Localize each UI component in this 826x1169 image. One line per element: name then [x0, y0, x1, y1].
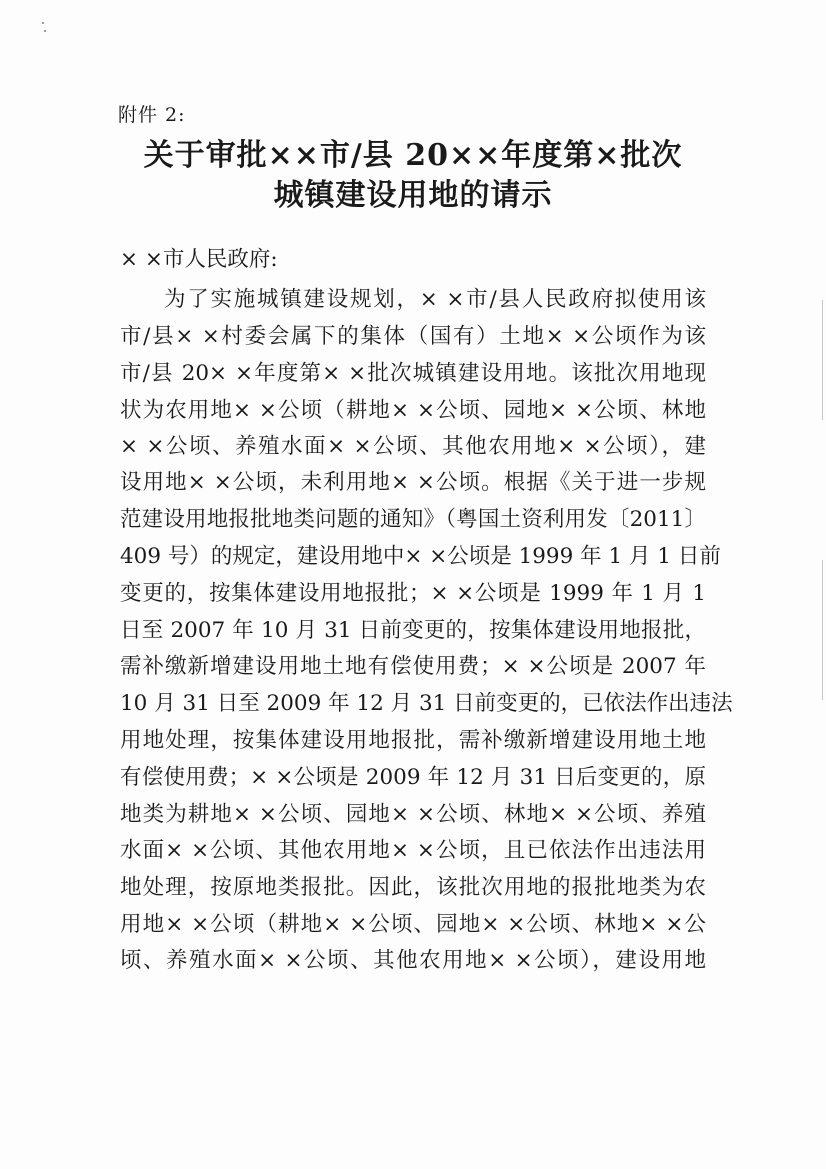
scan-edge-line	[822, 300, 823, 420]
body-line: 用地× ×公顷（耕地× ×公顷、园地× ×公顷、林地× ×公	[120, 912, 706, 937]
title-line-1: 关于审批××市/县 20××年度第×批次	[143, 138, 683, 173]
body-line: 有偿使用费；× ×公顷是 2009 年 12 月 31 日后变更的，原	[120, 765, 706, 790]
body-line: 范建设用地报批地类问题的通知》（粤国土资利用发〔2011〕	[120, 507, 706, 532]
body-line: 需补缴新增建设用地土地有偿使用费；× ×公顷是 2007 年	[120, 654, 706, 679]
body-line: 409 号）的规定，建设用地中× ×公顷是 1999 年 1 月 1 日前	[120, 544, 721, 569]
body-line: 变更的，按集体建设用地报批；× ×公顷是 1999 年 1 月 1	[120, 581, 706, 606]
body-line: 状为农用地× ×公顷（耕地× ×公顷、园地× ×公顷、林地	[120, 398, 706, 423]
body-line: 顷、养殖水面× ×公顷、其他农用地× ×公顷），建设用地	[120, 948, 706, 973]
scan-edge-line	[822, 560, 823, 700]
body-line: × ×公顷、养殖水面× ×公顷、其他农用地× ×公顷），建	[120, 434, 706, 459]
scan-speck	[42, 22, 44, 24]
body-line: 市/县 20× ×年度第× ×批次城镇建设用地。该批次用地现	[120, 361, 706, 386]
body-line: 10 月 31 日至 2009 年 12 月 31 日前变更的，已依法作出违法	[120, 691, 733, 716]
body-line: 地类为耕地× ×公顷、园地× ×公顷、林地× ×公顷、养殖	[120, 802, 706, 827]
salutation: × ×市人民政府:	[120, 247, 278, 272]
title-line-2: 城镇建设用地的请示	[273, 178, 553, 213]
body-line: 设用地× ×公顷，未利用地× ×公顷。根据《关于进一步规	[120, 470, 706, 495]
scan-speck	[44, 30, 46, 32]
body-line: 用地处理，按集体建设用地报批，需补缴新增建设用地土地	[120, 728, 706, 753]
body-line: 为了实施城镇建设规划，× ×市/县人民政府拟使用该	[164, 287, 706, 312]
body-line: 地处理，按原地类报批。因此，该批次用地的报批地类为农	[120, 875, 706, 900]
attachment-label: 附件 2:	[118, 104, 186, 126]
body-line: 市/县× ×村委会属下的集体（国有）土地× ×公顷作为该	[120, 324, 706, 349]
body-line: 水面× ×公顷、其他农用地× ×公顷，且已依法作出违法用	[120, 838, 706, 863]
body-line: 日至 2007 年 10 月 31 日前变更的，按集体建设用地报批，	[120, 618, 706, 643]
